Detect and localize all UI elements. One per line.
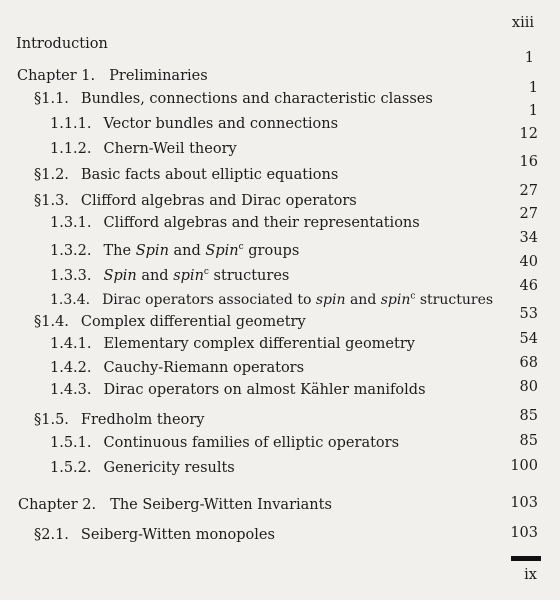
toc-entry-introduction-title: Introduction (16, 36, 108, 52)
subsection-title: Chern-Weil theory (103, 141, 237, 157)
subsection-title: Dirac operators on almost Kähler manifolds (103, 382, 426, 398)
toc-entry-subsection-1-5-1-page: 100 (510, 458, 538, 474)
toc-entry-subsection-1-3-2 (50, 238, 299, 260)
subsection-label: 1.4.1. (50, 336, 92, 352)
toc-entry-chapter-1 (17, 67, 208, 85)
toc-entry-subsection-1-4-1-page: 68 (519, 355, 538, 371)
subsection-label: 1.4.3. (50, 382, 92, 398)
footer-rule (511, 556, 541, 561)
section-label: §2.1. (34, 527, 69, 543)
toc-entry-section-1-4 (34, 313, 306, 331)
subsection-label: 1.5.1. (50, 435, 92, 451)
toc-entry-subsection-1-3-3-page: 46 (519, 278, 538, 294)
section-label: §1.5. (34, 412, 69, 428)
toc-entry-subsection-1-5-2-page: 103 (510, 495, 538, 511)
subsection-title: Dirac operators associated to spin and spin$^c$ structures (102, 291, 494, 308)
toc-entry-subsection-1-4-2 (50, 359, 304, 377)
subsection-label: 1.5.2. (50, 460, 92, 476)
footer-page-number: ix (524, 567, 537, 583)
toc-entry-chapter-2-page: 103 (510, 525, 538, 541)
toc-entry-section-1-1-page: 1 (528, 103, 538, 119)
section-label: §1.1. (34, 91, 69, 107)
chapter-title: Preliminaries (109, 68, 208, 84)
toc-entry-subsection-1-4-3-page: 85 (519, 408, 538, 424)
chapter-label: Chapter 2. (18, 497, 97, 513)
subsection-title: Continuous families of elliptic operators (103, 435, 400, 451)
toc-entry-section-1-2-page: 27 (519, 183, 538, 199)
subsection-title: Elementary complex differential geometry (103, 336, 415, 352)
toc-entry-subsection-1-3-3 (50, 263, 289, 285)
subsection-title: Cauchy-Riemann operators (103, 360, 305, 376)
toc-entry-subsection-1-5-2 (50, 459, 235, 477)
subsection-title: The Spin and Spin$^c$ groups (103, 242, 300, 259)
toc-entry-subsection-1-5-1 (50, 434, 399, 452)
toc-entry-subsection-1-1-2-page: 16 (519, 154, 538, 170)
subsection-label: 1.4.2. (50, 360, 92, 376)
section-title: Bundles, connections and characteristic classes (80, 91, 433, 107)
subsection-label: 1.3.1. (50, 215, 92, 231)
toc-entry-introduction-page: 1 (524, 50, 534, 66)
toc-entry-section-1-4-page: 54 (519, 331, 538, 347)
toc-entry-section-2-1 (34, 526, 275, 544)
toc-entry-section-1-3-page: 27 (519, 206, 538, 222)
toc-entry-section-1-2 (34, 166, 338, 184)
toc-entry-subsection-1-1-2 (50, 140, 237, 158)
section-title: Complex differential geometry (80, 314, 306, 330)
subsection-title: Spin and spin$^c$ structures (103, 267, 290, 284)
subsection-label: 1.3.4. (50, 291, 91, 308)
chapter-title: The Seiberg-Witten Invariants (110, 497, 332, 513)
subsection-label: 1.1.2. (50, 141, 92, 157)
toc-entry-subsection-1-4-3 (50, 381, 426, 399)
subsection-label: 1.1.1. (50, 116, 92, 132)
toc-entry-subsection-1-3-4-page: 53 (519, 306, 538, 322)
subsection-label: 1.3.3. (50, 267, 92, 284)
toc-entry-subsection-1-1-1-page: 12 (519, 126, 538, 142)
subsection-label: 1.3.2. (50, 242, 92, 259)
subsection-title: Genericity results (103, 460, 235, 476)
toc-entry-subsection-1-3-4 (50, 287, 493, 309)
section-title: Basic facts about elliptic equations (80, 167, 339, 183)
header-page-number: xiii (511, 15, 534, 31)
toc-entry-subsection-1-3-1-page: 34 (519, 230, 538, 246)
toc-entry-chapter-1-page: 1 (528, 80, 538, 96)
section-title: Clifford algebras and Dirac operators (80, 193, 357, 209)
toc-entry-subsection-1-3-1 (50, 214, 420, 232)
toc-entry-subsection-1-4-2-page: 80 (519, 379, 538, 395)
toc-entry-chapter-2 (18, 496, 332, 514)
toc-entry-subsection-1-3-2-page: 40 (519, 254, 538, 270)
subsection-title: Clifford algebras and their representations (103, 215, 420, 231)
section-title: Fredholm theory (80, 412, 205, 428)
subsection-title: Vector bundles and connections (103, 116, 339, 132)
section-title: Seiberg-Witten monopoles (80, 527, 275, 543)
section-label: §1.3. (34, 193, 69, 209)
toc-entry-section-1-1 (34, 90, 433, 108)
chapter-label: Chapter 1. (17, 68, 96, 84)
toc-entry-subsection-1-4-1 (50, 335, 415, 353)
toc-entry-section-1-5-page: 85 (519, 433, 538, 449)
toc-entry-subsection-1-1-1 (50, 115, 338, 133)
toc-entry-section-1-3 (34, 192, 357, 210)
section-label: §1.2. (34, 167, 69, 183)
section-label: §1.4. (34, 314, 69, 330)
toc-entry-section-1-5 (34, 411, 204, 429)
